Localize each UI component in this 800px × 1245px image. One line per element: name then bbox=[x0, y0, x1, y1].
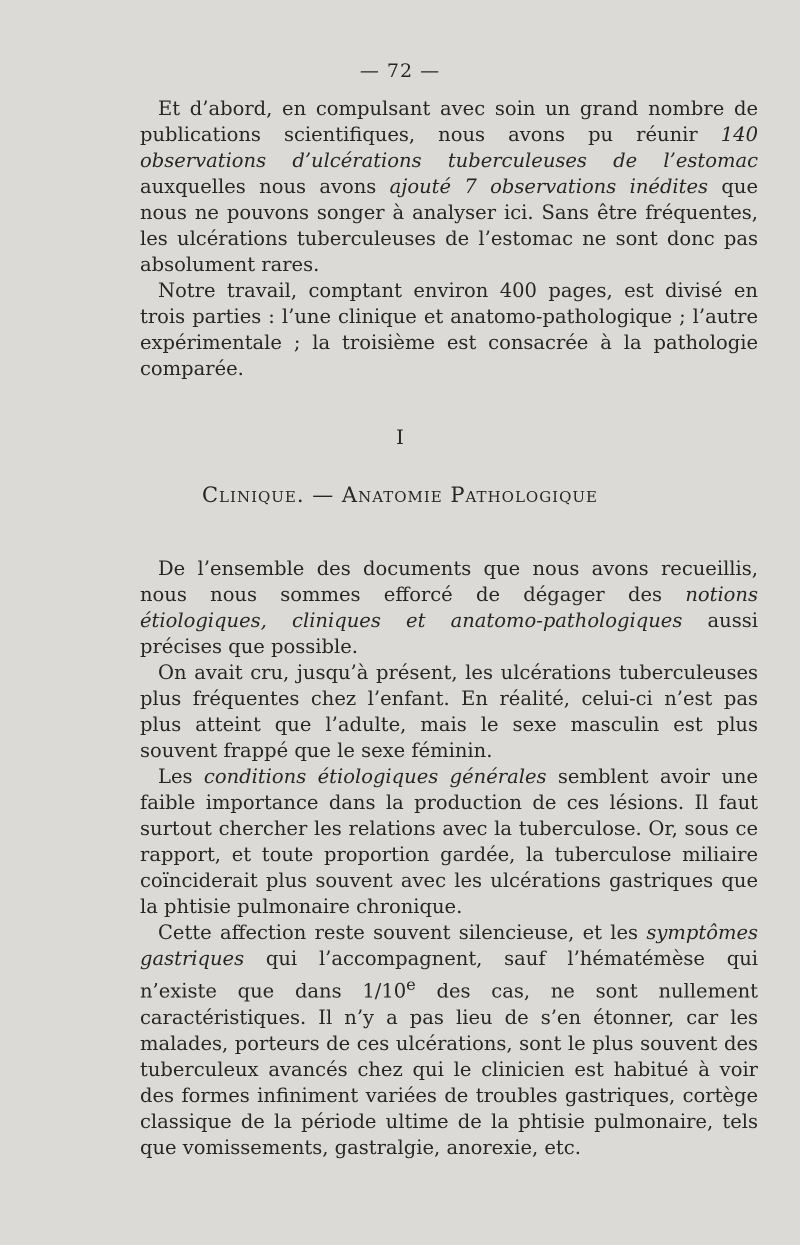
paragraph bbox=[140, 764, 758, 920]
text-run: qui l’accompagnent, sauf l’hématémèse qui n’existe que dans 1/10 bbox=[140, 947, 758, 1003]
text-run: semblent avoir une faible importance dans la production de ces lésions. Il faut surtout chercher les relations avec la tuberculose. Or, sous ce rapport, et toute proportion gardée, la tuberculose miliaire coïnciderait plus souvent avec les ulcérations gastriques que la phtisie pulmonaire chronique. bbox=[140, 765, 758, 918]
superscript: e bbox=[406, 975, 416, 994]
italic-run: notions étiologiques, cliniques et anatomo-pathologiques bbox=[140, 583, 758, 632]
text-run: Les bbox=[158, 765, 204, 788]
italic-run: 140 observations d’ulcérations tuberculeuses de l’estomac bbox=[140, 123, 758, 172]
section-number: I bbox=[396, 425, 404, 449]
text-run: que nous ne pouvons songer à analyser ici. Sans être fréquentes, les ulcérations tuberculeuses de l’estomac ne sont donc pas absolument rares. bbox=[140, 175, 758, 276]
text-run: auxquelles nous avons bbox=[140, 175, 390, 198]
italic-run: symptômes gastriques bbox=[140, 921, 758, 970]
paragraph bbox=[140, 556, 758, 660]
page-number: — 72 — bbox=[359, 60, 441, 82]
text-run: aussi précises que possible. bbox=[140, 609, 758, 658]
text-run: Et d’abord, en compulsant avec soin un grand nombre de publications scientifiques, nous avons pu réunir bbox=[140, 97, 758, 146]
italic-run: ajouté 7 observations inédites bbox=[389, 175, 709, 198]
paragraph: On avait cru, jusqu’à présent, les ulcérations tuberculeuses plus fréquentes chez l’enfant. En réalité, celui-ci n’est pas plus atteint que l’adulte, mais le sexe masculin est plus souvent frappé que le sexe féminin. bbox=[140, 661, 758, 762]
text-run: De l’ensemble des documents que nous avons recueillis, nous nous sommes efforcé de dégager des bbox=[140, 557, 758, 606]
text-run: des cas, ne sont nullement caractéristiques. Il n’y a pas lieu de s’en étonner, car les malades, porteurs de ces ulcérations, sont le plus souvent des tuberculeux avancés chez qui le clinicien est habitué à voir des formes infiniment variées de troubles gastriques, cortège classique de la période ultime de la phtisie pulmonaire, tels que vomissements, gastralgie, anorexie, etc. bbox=[140, 979, 758, 1159]
paragraph: Notre travail, comptant environ 400 pages, est divisé en trois parties : l’une clinique et anatomo-pathologique ; l’autre expérimentale ; la troisième est consacrée à la pathologie comparée. bbox=[140, 279, 758, 380]
section-body bbox=[140, 556, 758, 1161]
intro-text bbox=[140, 96, 758, 382]
italic-run: conditions étiologiques générales bbox=[203, 765, 547, 788]
paragraph bbox=[140, 96, 758, 278]
text-run: Cette affection reste souvent silencieuse, et les bbox=[158, 921, 647, 944]
section-title: Clinique. — Anatomie Pathologique bbox=[201, 483, 598, 507]
paragraph bbox=[140, 920, 758, 1161]
